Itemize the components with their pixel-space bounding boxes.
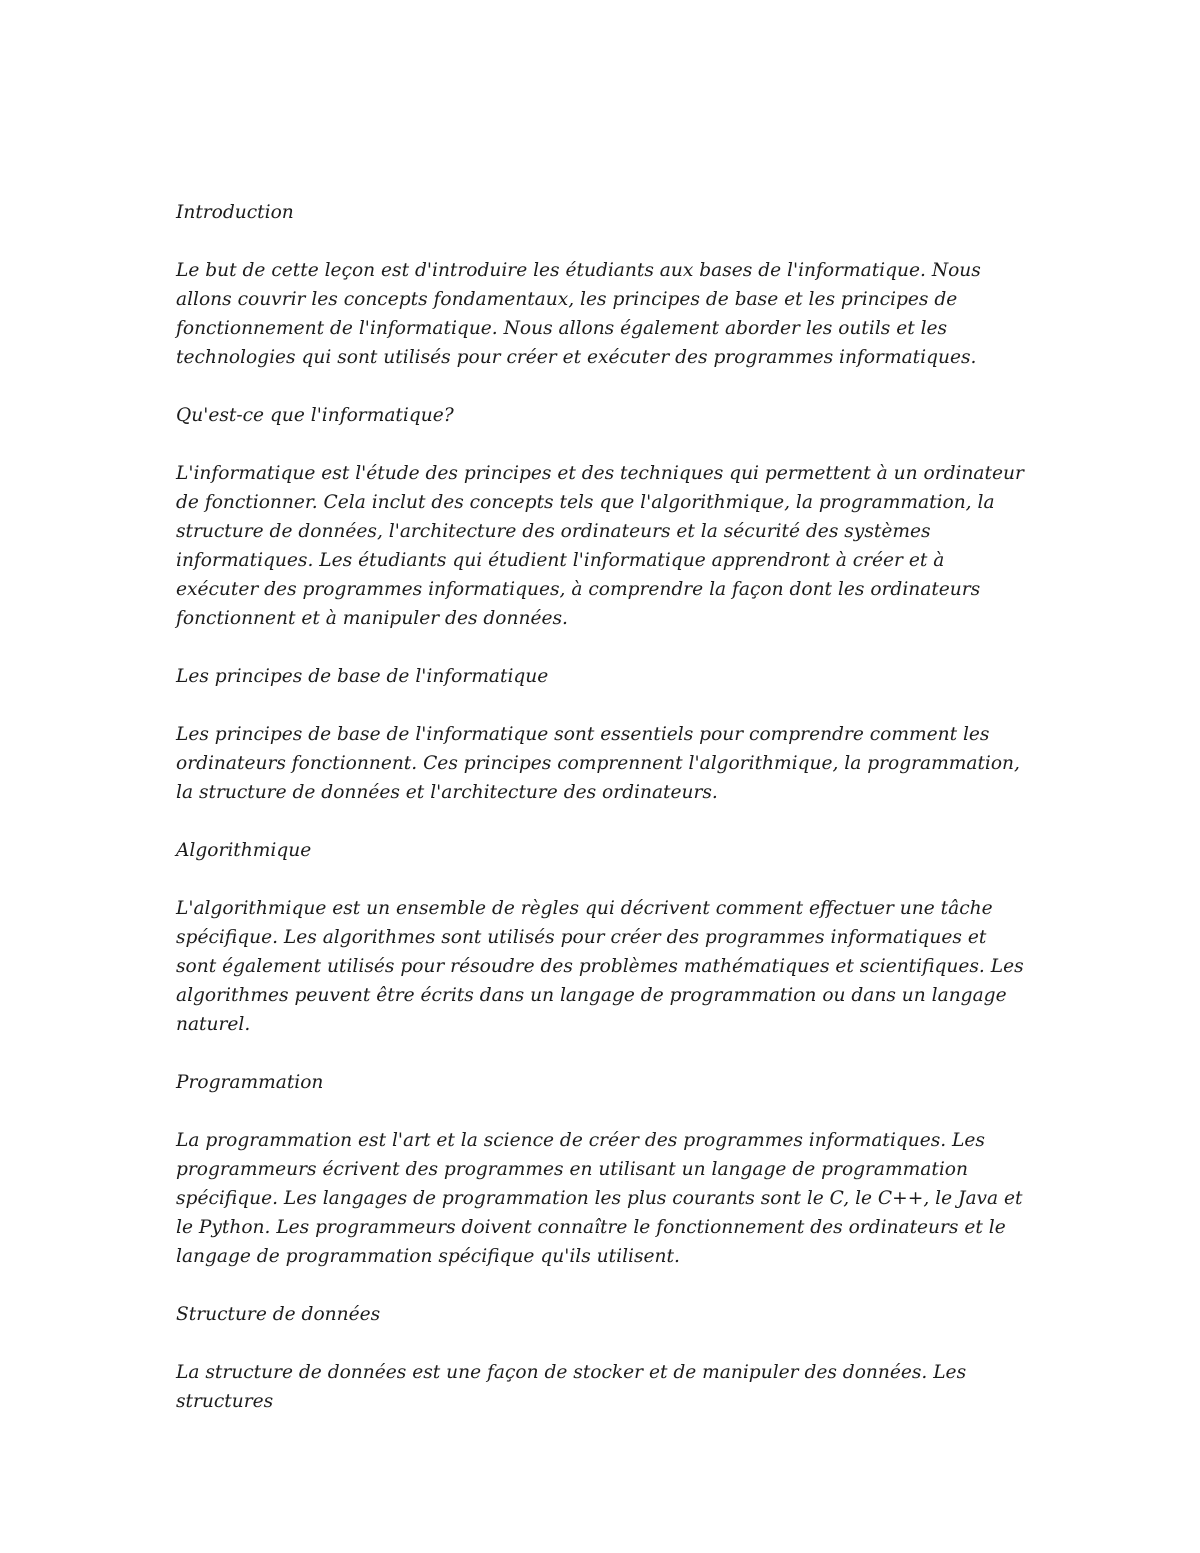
paragraph-programming: La programmation est l'art et la science de créer des programmes informatiques. Les programmeurs écrivent des programmes en utilisant un langage de programmation spécifique. Les langages de programmation les plus courants sont le C, le C++, le Java et le Python. Les programmeurs doivent connaître le fonctionnement des ordinateurs et le langage de programmation spécifique qu'ils utilisent.	[176, 1130, 1023, 1267]
document-body	[176, 198, 1026, 1445]
paragraph-data-structures: La structure de données est une façon de stocker et de manipuler des données. Les structures	[176, 1362, 967, 1412]
section-heading-what-is-informatics: Qu'est-ce que l'informatique?	[176, 405, 454, 426]
section-heading-data-structures: Structure de données	[176, 1304, 381, 1325]
paragraph-introduction: Le but de cette leçon est d'introduire les étudiants aux bases de l'informatique. Nous allons couvrir les concepts fondamentaux, les principes de base et les principes de fonctionnement de l'informatique. Nous allons également aborder les outils et les technologies qui sont utilisés pour créer et exécuter des programmes informatiques.	[176, 260, 981, 368]
section-heading-introduction: Introduction	[176, 202, 294, 223]
section-heading-algorithmics: Algorithmique	[176, 840, 312, 861]
paragraph-algorithmics: L'algorithmique est un ensemble de règles qui décrivent comment effectuer une tâche spécifique. Les algorithmes sont utilisés pour créer des programmes informatiques et sont également utilisés pour résoudre des problèmes mathématiques et scientifiques. Les algorithmes peuvent être écrits dans un langage de programmation ou dans un langage naturel.	[176, 898, 1024, 1035]
paragraph-basic-principles: Les principes de base de l'informatique sont essentiels pour comprendre comment les ordinateurs fonctionnent. Ces principes comprennent l'algorithmique, la programmation, la structure de données et l'architecture des ordinateurs.	[176, 724, 1020, 803]
paragraph-what-is-informatics: L'informatique est l'étude des principes et des techniques qui permettent à un ordinateur de fonctionner. Cela inclut des concepts tels que l'algorithmique, la programmation, la structure de données, l'architecture des ordinateurs et la sécurité des systèmes informatiques. Les étudiants qui étudient l'informatique apprendront à créer et à exécuter des programmes informatiques, à comprendre la façon dont les ordinateurs fonctionnent et à manipuler des données.	[176, 463, 1024, 629]
section-heading-basic-principles: Les principes de base de l'informatique	[176, 666, 549, 687]
section-heading-programming: Programmation	[176, 1072, 324, 1093]
